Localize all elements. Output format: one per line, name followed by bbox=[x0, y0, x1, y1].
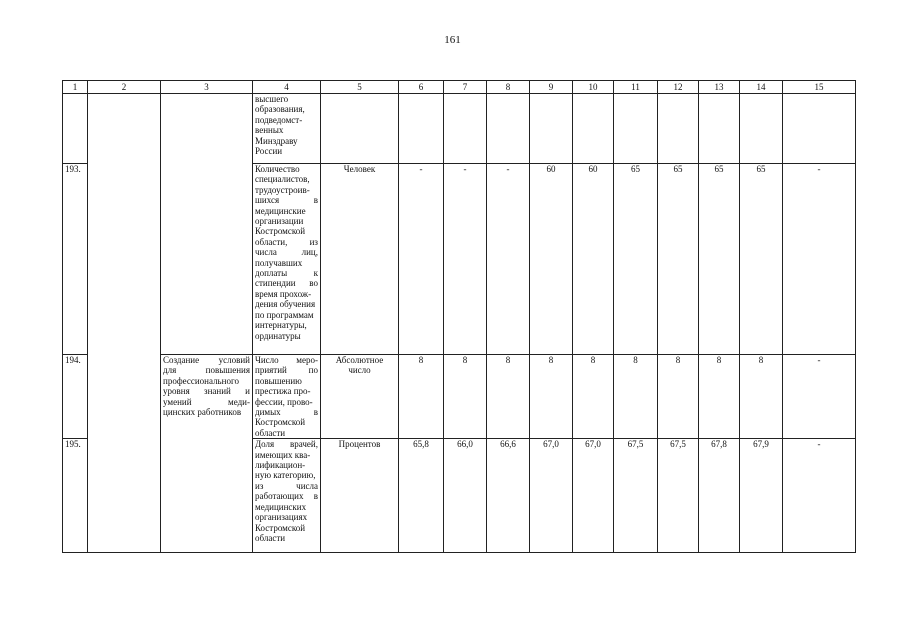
indicator-line: Доля врачей, bbox=[255, 439, 318, 450]
indicator-line: фессии, прово- bbox=[255, 396, 313, 407]
indicator-line: стипендии во bbox=[255, 278, 318, 289]
cell-indicator bbox=[253, 164, 321, 355]
indicator-line: шихся в bbox=[255, 195, 318, 206]
cell-indicator bbox=[253, 439, 321, 553]
cell-value: 67,5 bbox=[658, 439, 699, 553]
task-line: уровня знаний и bbox=[163, 386, 250, 397]
cell-value: 65,8 bbox=[399, 439, 444, 553]
cell-value: 8 bbox=[487, 355, 530, 439]
col-header-4: 4 bbox=[253, 81, 321, 94]
indicator-line: приятий по bbox=[255, 365, 318, 376]
cell-goal bbox=[88, 94, 161, 553]
col-header-9: 9 bbox=[530, 81, 573, 94]
indicator-line: области bbox=[255, 532, 286, 543]
cell-value: - bbox=[783, 439, 856, 553]
indicator-line: доплаты к bbox=[255, 268, 318, 279]
row-number: 193. bbox=[63, 164, 88, 355]
indicator-line: подведомст- bbox=[255, 114, 303, 125]
indicator-line: организации bbox=[255, 216, 304, 227]
cell-num bbox=[63, 94, 88, 164]
indicator-line: лификацион- bbox=[255, 460, 306, 471]
unit-line: число bbox=[348, 365, 371, 376]
cell-value: 8 bbox=[658, 355, 699, 439]
cell-value: 67,0 bbox=[530, 439, 573, 553]
task-line: для повышения bbox=[163, 365, 250, 376]
indicator-line: России bbox=[255, 146, 283, 157]
cell-value: - bbox=[487, 164, 530, 355]
indicator-line: образования, bbox=[255, 104, 305, 115]
indicator-line: области bbox=[255, 427, 286, 438]
cell-value: - bbox=[783, 164, 856, 355]
indicator-line: Костромской bbox=[255, 226, 306, 237]
indicator-line: имеющих ква- bbox=[255, 449, 311, 460]
table-row bbox=[63, 355, 856, 439]
col-header-5: 5 bbox=[321, 81, 399, 94]
indicator-line: ную категорию, bbox=[255, 470, 316, 481]
page-number: 161 bbox=[444, 34, 461, 46]
cell-value: 65 bbox=[740, 164, 783, 355]
cell-value: - bbox=[399, 164, 444, 355]
cell-value: - bbox=[444, 164, 487, 355]
indicator-line: области, из bbox=[255, 236, 318, 247]
indicator-line: ординатуры bbox=[255, 330, 301, 341]
row-number: 195. bbox=[63, 439, 88, 553]
indicator-line: престижа про- bbox=[255, 386, 311, 397]
cell-value: 65 bbox=[699, 164, 740, 355]
cell-unit bbox=[321, 355, 399, 439]
indicator-line: трудоустроив- bbox=[255, 184, 310, 195]
indicator-line: числа лиц, bbox=[255, 247, 318, 258]
unit-line: Абсолютное bbox=[335, 355, 384, 365]
indicator-line: медицинских bbox=[255, 501, 307, 512]
indicator-line: получавших bbox=[255, 257, 303, 268]
indicator-line: медицинские bbox=[255, 205, 306, 216]
cell-unit: Процентов bbox=[321, 439, 399, 553]
indicator-line: димых в bbox=[255, 407, 318, 418]
indicator-line: специалистов, bbox=[255, 174, 310, 185]
cell-value: 8 bbox=[444, 355, 487, 439]
indicator-line: работающих в bbox=[255, 491, 318, 502]
col-header-10: 10 bbox=[573, 81, 614, 94]
cell-value: 67,0 bbox=[573, 439, 614, 553]
cell-value: 67,5 bbox=[614, 439, 658, 553]
indicator-line: Костромской bbox=[255, 417, 306, 428]
cell-value: 65 bbox=[614, 164, 658, 355]
col-header-8: 8 bbox=[487, 81, 530, 94]
indicator-line: Количество bbox=[255, 164, 300, 174]
indicator-line: Число меро- bbox=[255, 355, 318, 365]
cell-value: 66,0 bbox=[444, 439, 487, 553]
col-header-11: 11 bbox=[614, 81, 658, 94]
indicator-line: время прохож- bbox=[255, 288, 312, 299]
cell-indicator bbox=[253, 355, 321, 439]
col-header-3: 3 bbox=[161, 81, 253, 94]
col-header-7: 7 bbox=[444, 81, 487, 94]
cell-task-continuation bbox=[161, 94, 253, 355]
indicator-line: высшего bbox=[255, 94, 289, 104]
task-line: Создание условий bbox=[163, 355, 250, 365]
cell-value: 8 bbox=[614, 355, 658, 439]
cell-value: 8 bbox=[573, 355, 614, 439]
indicator-line: Минздраву bbox=[255, 135, 298, 146]
indicator-line: повышению bbox=[255, 375, 302, 386]
cell-value: - bbox=[783, 355, 856, 439]
cell-unit: Человек bbox=[321, 164, 399, 355]
col-header-6: 6 bbox=[399, 81, 444, 94]
col-header-2: 2 bbox=[88, 81, 161, 94]
col-header-14: 14 bbox=[740, 81, 783, 94]
task-line: цинских работников bbox=[163, 407, 242, 418]
col-header-1: 1 bbox=[63, 81, 88, 94]
cell-value: 8 bbox=[740, 355, 783, 439]
cell-value: 67,9 bbox=[740, 439, 783, 553]
cell-value: 67,8 bbox=[699, 439, 740, 553]
cell-value: 60 bbox=[573, 164, 614, 355]
task-line: умений меди- bbox=[163, 396, 250, 407]
indicators-table bbox=[62, 80, 856, 553]
col-header-12: 12 bbox=[658, 81, 699, 94]
col-header-15: 15 bbox=[783, 81, 856, 94]
indicator-line: из числа bbox=[255, 480, 318, 491]
indicator-line: дения обучения bbox=[255, 299, 316, 310]
cell-indicator bbox=[253, 94, 321, 164]
table-row-continuation bbox=[63, 94, 856, 164]
indicator-line: по программам bbox=[255, 309, 314, 320]
indicator-line: венных bbox=[255, 125, 284, 136]
row-number: 194. bbox=[63, 355, 88, 439]
indicator-line: организациях bbox=[255, 512, 308, 523]
cell-task bbox=[161, 355, 253, 553]
header-row bbox=[63, 81, 856, 94]
task-line: профессионального bbox=[163, 375, 239, 386]
cell-value: 60 bbox=[530, 164, 573, 355]
indicator-line: Костромской bbox=[255, 522, 306, 533]
col-header-13: 13 bbox=[699, 81, 740, 94]
cell-value: 8 bbox=[530, 355, 573, 439]
cell-value: 8 bbox=[699, 355, 740, 439]
cell-value: 66,6 bbox=[487, 439, 530, 553]
indicator-line: интернатуры, bbox=[255, 320, 307, 331]
cell-value: 65 bbox=[658, 164, 699, 355]
cell-value: 8 bbox=[399, 355, 444, 439]
